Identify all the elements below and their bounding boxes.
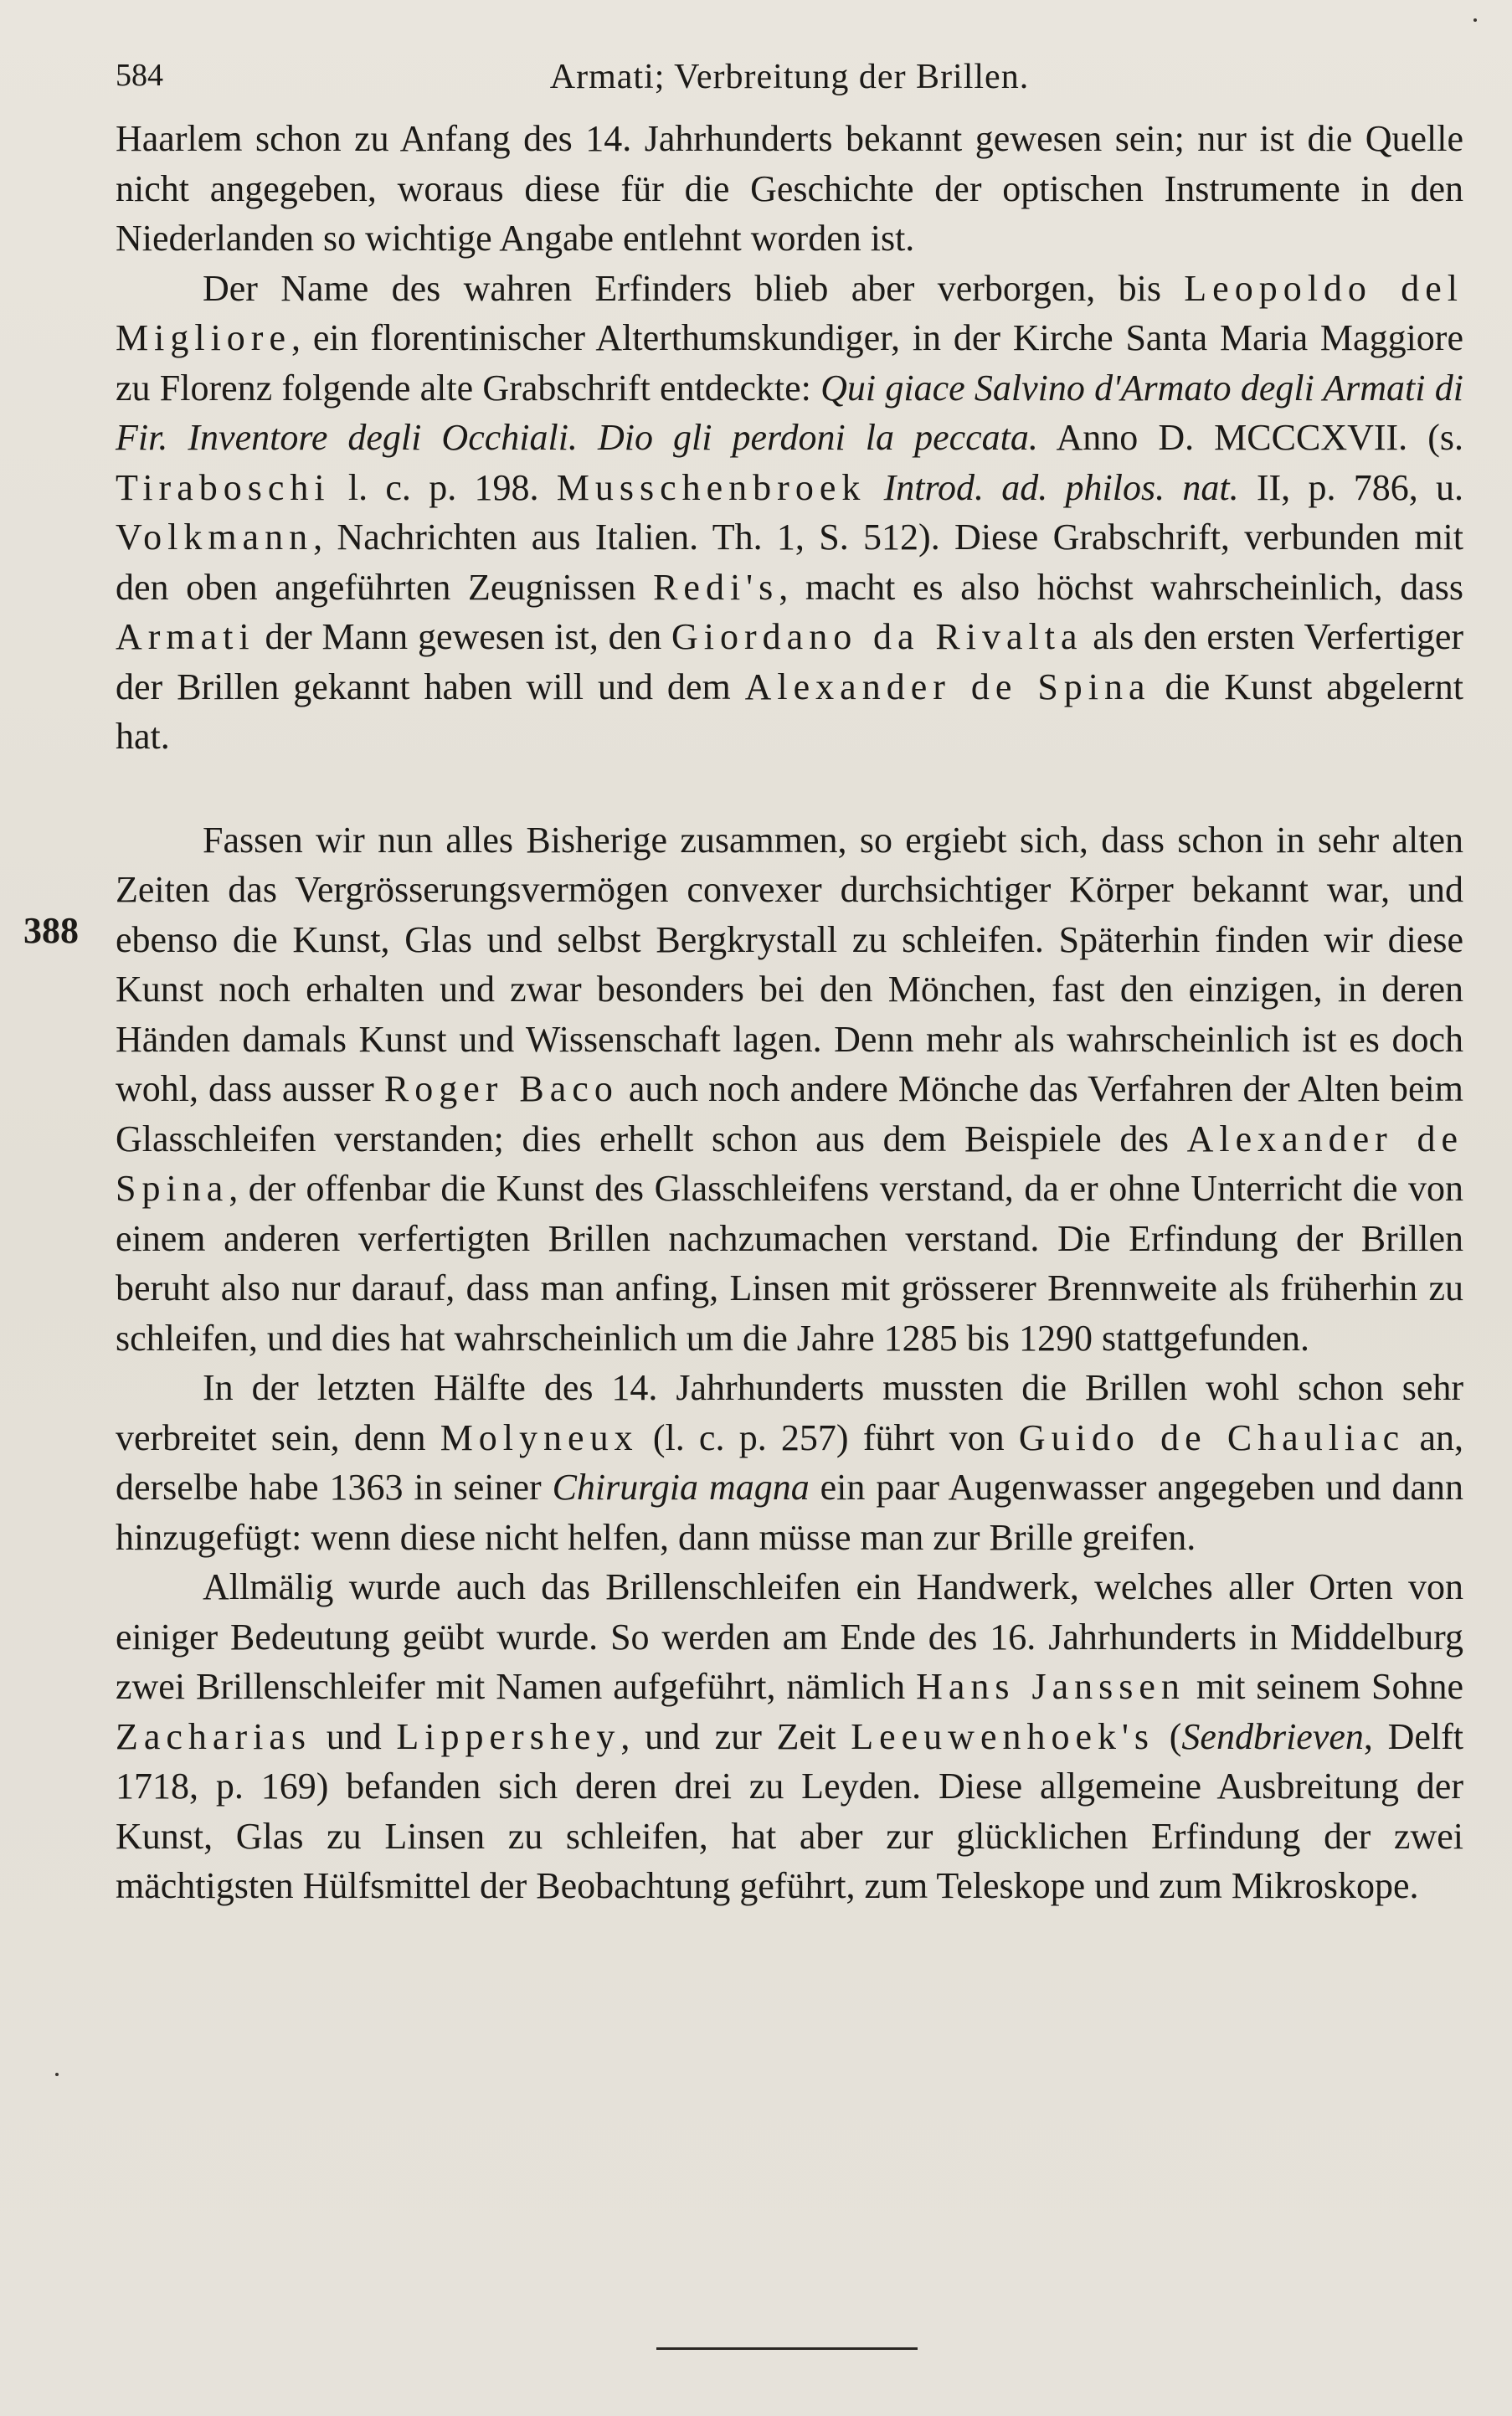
running-head <box>116 52 1463 102</box>
paragraph-segment: In der letzten Hälfte des 14. Jahrhunderts mussten die Brillen wohl schon sehr verbreitet sein, denn <box>116 1367 1463 1458</box>
paragraph-handwerk <box>116 1562 1463 1911</box>
paragraph-segment <box>866 467 883 508</box>
paragraph-segment: l. c. p. 198. <box>330 466 557 508</box>
spaced-name: Alexander de Spina <box>744 666 1151 707</box>
paragraph-segment: mit seinem Sohne <box>1185 1666 1463 1707</box>
paper-speck <box>55 2073 59 2076</box>
paragraph-segment: der Mann gewesen ist, den <box>255 616 672 657</box>
spaced-name: Hans Janssen <box>916 1666 1185 1707</box>
paragraph-segment: , Nachrichten aus Italien. Th. 1, S. 512). Diese Grabschrift, verbunden mit den oben angeführten Zeugnissen <box>116 517 1463 608</box>
paragraph-grabschrift <box>116 264 1463 762</box>
paragraph-continuation <box>116 114 1463 264</box>
paragraph-segment: ( <box>1155 1715 1182 1757</box>
paragraph-segment: , Delft 1718, p. 169) befanden sich deren drei zu Leyden. Diese allgemeine Ausbreitung der Kunst, Glas zu Linsen zu schleifen, hat aber zur glücklichen Erfindung der zwei mächtigsten Hülfsmittel der Beobachtung geführt, zum Teleskope und zum Mikroskope. <box>116 1715 1464 1906</box>
paragraph-segment: Haarlem schon zu Anfang des 14. Jahrhunderts bekannt gewesen sein; nur ist die Quelle nicht angegeben, woraus diese für die Geschichte der optischen Instrumente in den Niederlanden so wichtige Angabe entlehnt worden ist. <box>116 118 1463 259</box>
spaced-name: Redi's <box>653 566 779 608</box>
paragraph-summary <box>116 815 1463 1364</box>
paragraph-segment: Anno D. MCCCXVII. (s. <box>1037 417 1463 458</box>
paragraph-segment: auch noch andere Mönche das Verfahren der Alten beim Glasschleifen verstanden; dies erhellt schon aus dem Beispiele des <box>116 1068 1464 1159</box>
spaced-name: Zacharias <box>116 1715 311 1757</box>
italic-quote: Qui giace Salvino d'Armato degli Armati di Fir. Inventore degli Occhiali. Dio gli perdoni la peccata. <box>116 367 1463 458</box>
body-text <box>116 114 1463 1911</box>
running-title: Armati; Verbreitung der Brillen. <box>549 58 1030 96</box>
spaced-name: Volkmann <box>116 517 314 558</box>
paragraph-segment: Fassen wir nun alles Bisherige zusammen, so ergiebt sich, dass schon in sehr alten Zeiten das Vergrösserungsvermögen convexer durchsichtiger Körper bekannt war, und ebenso die Kunst, Glas und selbst Bergkrystall zu schleifen. Späterhin finden wir diese Kunst noch erhalten und zwar besonders bei den Mönchen, fast den einzigen, in deren Händen damals Kunst und Wissenschaft lagen. Denn mehr als wahrscheinlich ist es doch wohl, dass ausser <box>116 819 1463 1109</box>
paragraph-segment: Der Name des wahren Erfinders blieb aber verborgen, bis <box>203 267 1185 309</box>
italic-title: Chirurgia magna <box>552 1467 810 1508</box>
paragraph-segment: II, p. 786, u. <box>1238 466 1463 508</box>
spaced-name: Lippershey <box>396 1715 621 1757</box>
paper-speck <box>1473 18 1477 22</box>
spaced-name: Guido de Chauliac <box>1018 1416 1406 1458</box>
spaced-name: Armati <box>116 616 255 657</box>
paragraph-segment: , und zur Zeit <box>620 1715 851 1757</box>
spaced-name: Leopoldo del Migliore <box>116 267 1463 358</box>
italic-title: Introd. ad. philos. nat. <box>883 466 1239 508</box>
paragraph-segment: an, derselbe habe 1363 in seiner <box>116 1416 1463 1508</box>
end-rule <box>656 2347 918 2350</box>
spaced-name: Alexander de Spina <box>116 1118 1463 1209</box>
margin-section-number: 388 <box>23 910 79 951</box>
spaced-name: Roger Baco <box>383 1068 619 1109</box>
paragraph-segment: , der offenbar die Kunst des Glasschleifens verstand, da er ohne Unterricht die von einem anderen verfertigten Brillen nachzumachen verstand. Die Erfindung der Brillen beruht also nur darauf, dass man anfing, Linsen mit grösserer Brennweite als früherhin zu schleifen, und dies hat wahrscheinlich um die Jahre 1285 bis 1290 stattgefunden. <box>116 1168 1463 1359</box>
paragraph-segment: , ein florentinischer Alterthumskundiger, in der Kirche Santa Maria Maggiore zu Florenz folgende alte Grabschrift entdeckte: <box>116 317 1463 409</box>
paragraph-segment: als den ersten Verfertiger der Brillen gekannt haben will und dem <box>116 616 1464 707</box>
spaced-name: Leeuwenhoek's <box>851 1715 1155 1757</box>
italic-title: Sendbrieven <box>1181 1715 1364 1757</box>
paragraph-segment: Allmälig wurde auch das Brillenschleifen ein Handwerk, welches aller Orten von einiger Bedeutung geübt wurde. So werden am Ende des 16. Jahrhunderts in Middelburg zwei Brillenschleifer mit Namen aufgeführt, nämlich <box>116 1566 1463 1707</box>
paragraph-segment: (l. c. p. 257) führt von <box>638 1416 1019 1458</box>
spaced-name: Molyneux <box>440 1416 639 1458</box>
spaced-name: Musschenbroek <box>556 466 867 508</box>
page-number: 584 <box>116 58 163 93</box>
spaced-name: Giordano da Rivalta <box>671 616 1083 657</box>
paragraph-segment: , macht es also höchst wahrscheinlich, dass <box>779 566 1463 608</box>
paragraph-segment: und <box>311 1715 397 1757</box>
paragraph-segment: ein paar Augenwasser angegeben und dann hinzugefügt: wenn diese nicht helfen, dann müsse man zur Brille greifen. <box>116 1467 1463 1558</box>
paragraph-chauliac <box>116 1363 1463 1562</box>
spaced-name: Tiraboschi <box>116 466 331 508</box>
paragraph-segment: die Kunst abgelernt hat. <box>116 666 1463 757</box>
